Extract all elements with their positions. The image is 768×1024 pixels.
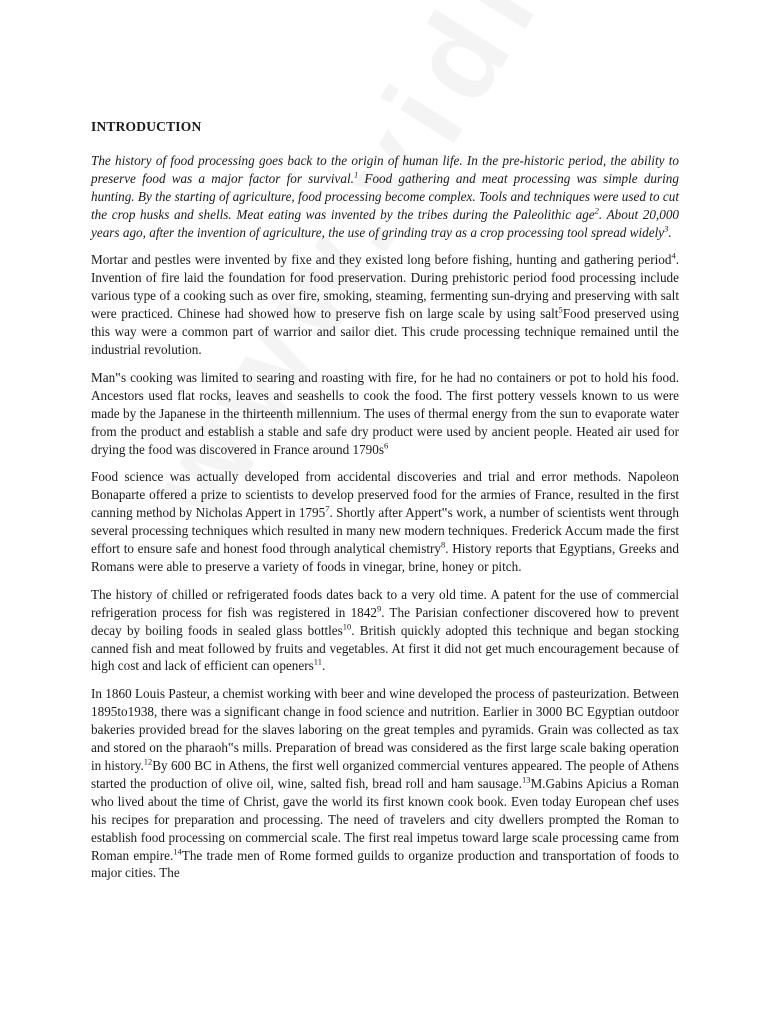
footnote-marker: 10 (342, 621, 352, 632)
paragraph (91, 251, 679, 358)
footnote-marker: 1 (353, 169, 359, 180)
paragraph-text: . (321, 658, 326, 674)
footnote-marker: 12 (143, 756, 153, 767)
footnote-marker: 11 (313, 657, 322, 668)
paragraph-text: Mortar and pestles were invented by fixe and they existed long before fishing, hunting and gathering period (91, 252, 672, 268)
paragraph-text: . (668, 224, 672, 240)
paragraph (91, 586, 679, 676)
footnote-marker: 7 (325, 503, 330, 514)
paragraph-text: The history of food processing goes back to the origin of human life. In the pre-historic period, the ability to preserve food was a major factor for survival. (91, 152, 679, 186)
footnote-marker: 13 (521, 774, 531, 785)
paragraph (91, 685, 679, 882)
paragraph-text: The history of chilled or refrigerated foods dates back to a very old time. A patent for the use of commercial refrigeration process for fish was registered in 1842 (91, 586, 679, 620)
footnote-marker: 2 (594, 205, 599, 216)
paragraph (91, 468, 679, 575)
paragraph-text: In 1860 Louis Pasteur, a chemist working with beer and wine developed the process of pasteurization. Between 1895to1938, there was a significant change in food science and nutrition. Earlier in 3000 BC Egyptian outdoor bakeries provided bread for the slaves laboring on the great temples and pyramids. Grain was collected as tax and stored on the pharaoh‟s mills. Preparation of bread was considered as the first large scale baking operation in history. (91, 686, 679, 773)
section-heading: INTRODUCTION (91, 119, 202, 134)
paragraph-text: Food gathering and meat processing was simple during hunting. By the starting of agriculture, food processing become complex. Tools and techniques were used to cut the crop husks and shells. Meat eating was invented by the tribes during the Paleolithic age (91, 170, 679, 222)
footnote-marker: 6 (383, 440, 389, 451)
paragraph-text: . The Parisian confectioner discovered how to prevent decay by boiling foods in sealed glass bottles (91, 604, 679, 638)
paragraph-text: Man‟s cooking was limited to searing and roasting with fire, for he had no containers or pot to hold his food. Ancestors used flat rocks, leaves and seashells to cook the food. The first pottery vessels known to us were made by the Japanese in the thirteenth millennium. The uses of thermal energy from the sun to evaporate water from the product and establish a stable and safe dry product were used by ancient people. Heated air used for drying the food was discovered in France around 1790s (91, 369, 679, 457)
footnote-marker: 4 (671, 251, 676, 262)
paragraph-text: . History reports that Egyptians, Greeks and Romans were able to preserve a variety of foods in vinegar, brine, honey or pitch. (91, 541, 679, 574)
paragraph-text: . About 20,000 years ago, after the invention of agriculture, the use of grinding tray as a crop processing tool spread widely (91, 206, 680, 240)
paragraph-text: . British quickly adopted this technique and began stocking canned fish and meat followed by fruits and vegetables. At first it did not get much encouragement because of high cost and lack of efficient can openers (91, 622, 679, 674)
footnote-marker: 9 (376, 603, 382, 614)
paragraph-text: Food preserved using this way were a common part of warrior and sailor diet. This crude processing technique remained until the industrial revolution. (91, 306, 679, 357)
paragraph (91, 369, 679, 459)
body-text (91, 152, 679, 882)
paragraph-text: . Shortly after Appert‟s work, a number of scientists went through several processing techniques which resulted in many new modern techniques. Frederick Accum made the first effort to ensure safe and honest food through analytical chemistry (91, 505, 679, 557)
footnote-marker: 5 (558, 304, 563, 315)
paragraph (91, 152, 679, 242)
paragraph-text: M.Gabins Apicius a Roman who lived about the time of Christ, gave the world its first known cook book. Even today European chef uses his recipes for preparation and processing. The need of travelers and city dwellers prompted the Roman to establish food processing on commercial scale. The first real impetus toward large scale processing came from Roman empire. (91, 775, 679, 863)
paragraph-text: By 600 BC in Athens, the first well organized commercial ventures appeared. The people of Athens started the production of olive oil, wine, salted fish, bread roll and ham sausage. (91, 758, 679, 791)
footnote-marker: 8 (440, 539, 446, 550)
document-page (91, 118, 679, 892)
footnote-marker: 14 (173, 846, 182, 857)
paragraph-text: Food science was actually developed from accidental discoveries and trial and error methods. Napoleon Bonaparte offered a prize to scientists to develop preserved food for the armies of France, resulted in the first canning method by Nicholas Appert in 1795 (91, 469, 679, 521)
paragraph-text: . Invention of fire laid the foundation for food preservation. During prehistoric period food processing include various type of a cooking such as over fire, smoking, steaming, fermenting sun-drying and preserving with salt were practiced. Chinese had showed how to preserve fish on large scale by using salt (91, 252, 679, 322)
paragraph-text: The trade men of Rome formed guilds to organize production and transportation of foods to major cities. The (91, 847, 679, 881)
footnote-marker: 3 (664, 223, 669, 234)
